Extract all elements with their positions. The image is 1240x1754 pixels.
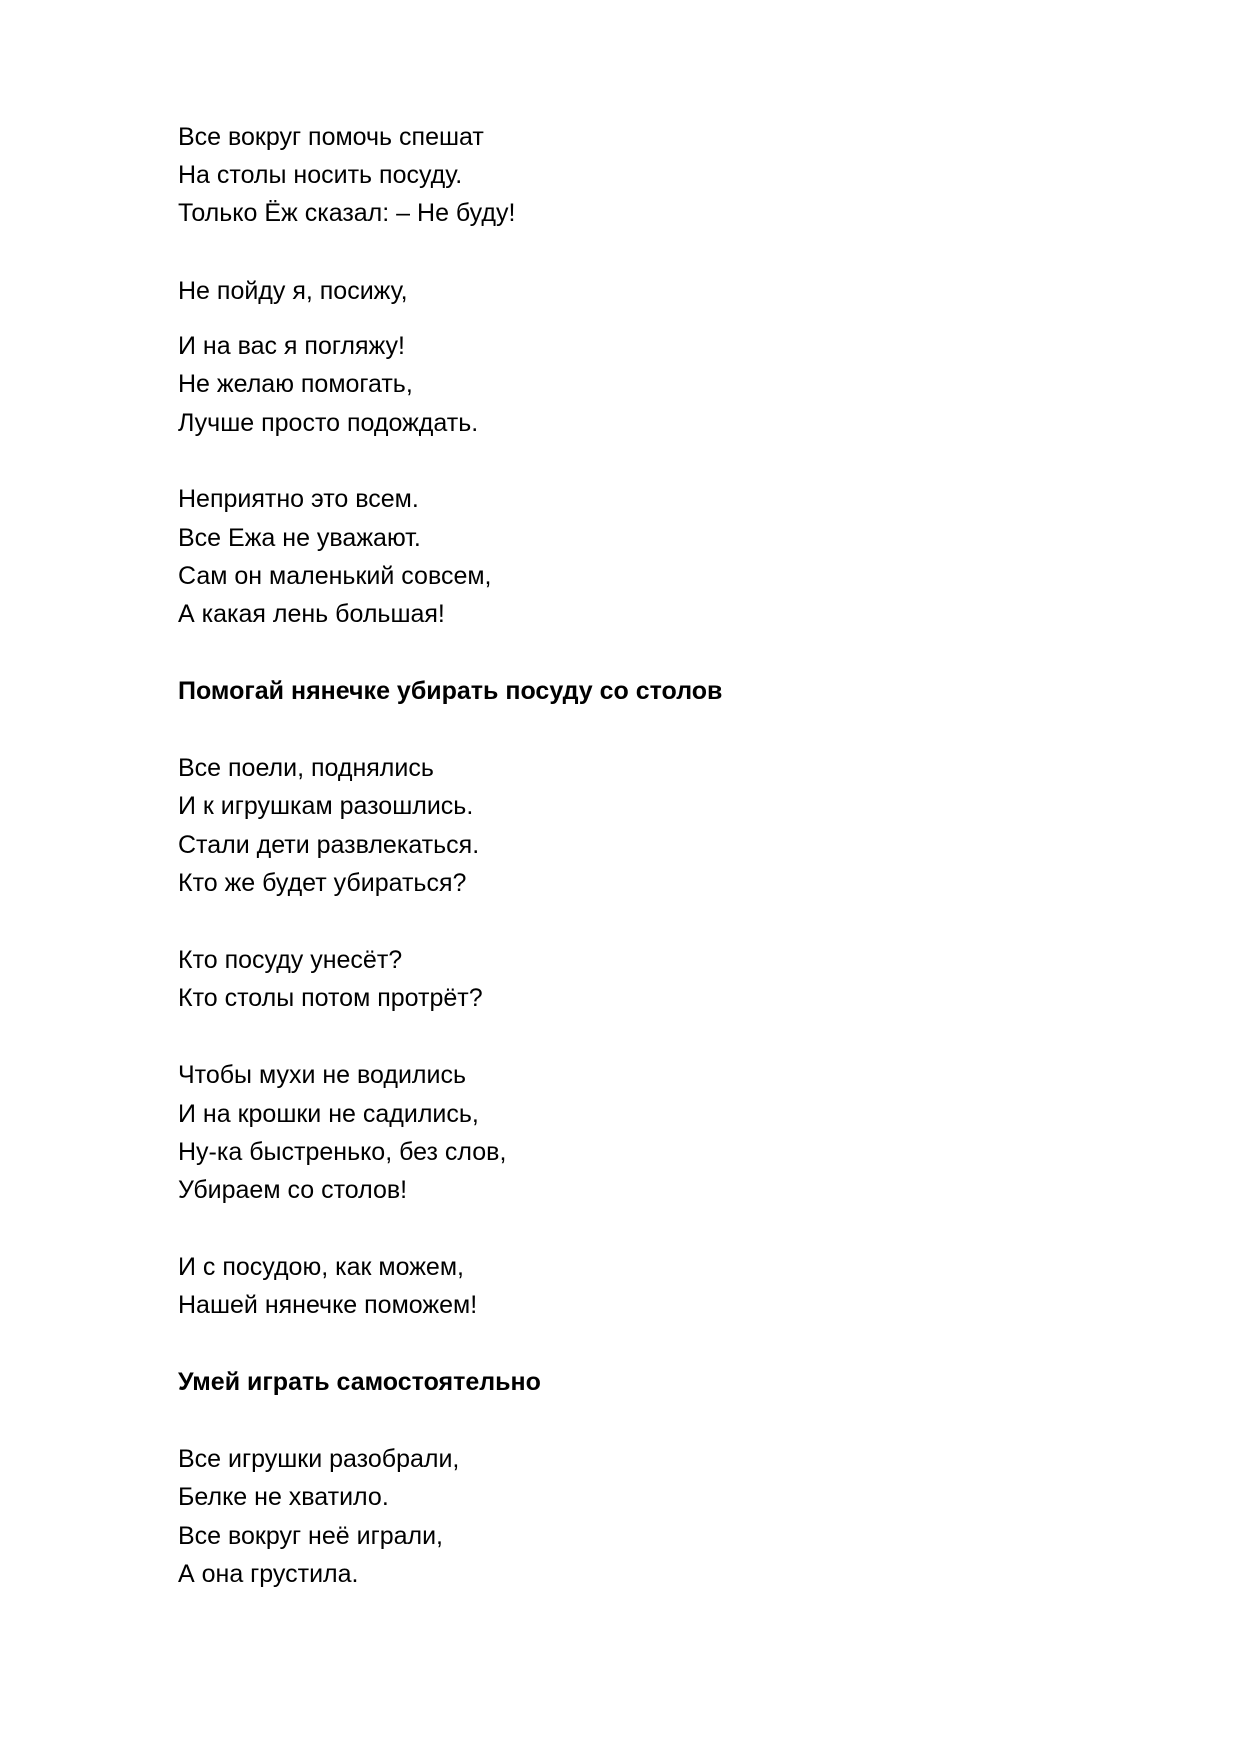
poem-line: Лучше просто подождать. xyxy=(178,409,479,437)
poem-line: Неприятно это всем. xyxy=(178,485,419,513)
poem-line: Все Ежа не уважают. xyxy=(178,524,421,552)
poem-line: Нашей нянечке поможем! xyxy=(178,1291,478,1319)
poem-line: Все вокруг помочь спешат xyxy=(178,123,484,151)
poem-line: И с посудою, как можем, xyxy=(178,1253,464,1281)
poem-line: На столы носить посуду. xyxy=(178,161,463,189)
poem-line: Все вокруг неё играли, xyxy=(178,1522,444,1550)
poem-line: Не пойду я, посижу, xyxy=(178,277,408,305)
poem-line: Все поели, поднялись xyxy=(178,754,434,782)
poem-line: А какая лень большая! xyxy=(178,600,445,628)
poem-line: Убираем со столов! xyxy=(178,1176,408,1204)
poem-line: Только Ёж сказал: – Не буду! xyxy=(178,199,516,227)
poem-line: Кто же будет убираться? xyxy=(178,869,467,897)
section-heading: Помогай нянечке убирать посуду со столов xyxy=(178,677,723,705)
poem-line: Чтобы мухи не водились xyxy=(178,1061,466,1089)
poem-line: Белке не хватило. xyxy=(178,1483,389,1511)
poem-line: Не желаю помогать, xyxy=(178,370,413,398)
poem-line: Кто столы потом протрёт? xyxy=(178,984,483,1012)
poem-line: Все игрушки разобрали, xyxy=(178,1445,460,1473)
poem-line: И к игрушкам разошлись. xyxy=(178,792,474,820)
poem-line: Стали дети развлекаться. xyxy=(178,831,480,859)
poem-line: И на крошки не садились, xyxy=(178,1100,479,1128)
section-heading: Умей играть самостоятельно xyxy=(178,1368,541,1396)
poem-line: И на вас я погляжу! xyxy=(178,332,405,360)
poem-line: Кто посуду унесёт? xyxy=(178,946,403,974)
poem-line: Сам он маленький совсем, xyxy=(178,562,492,590)
poem-line: А она грустила. xyxy=(178,1560,359,1588)
poem-line: Ну-ка быстренько, без слов, xyxy=(178,1138,507,1166)
